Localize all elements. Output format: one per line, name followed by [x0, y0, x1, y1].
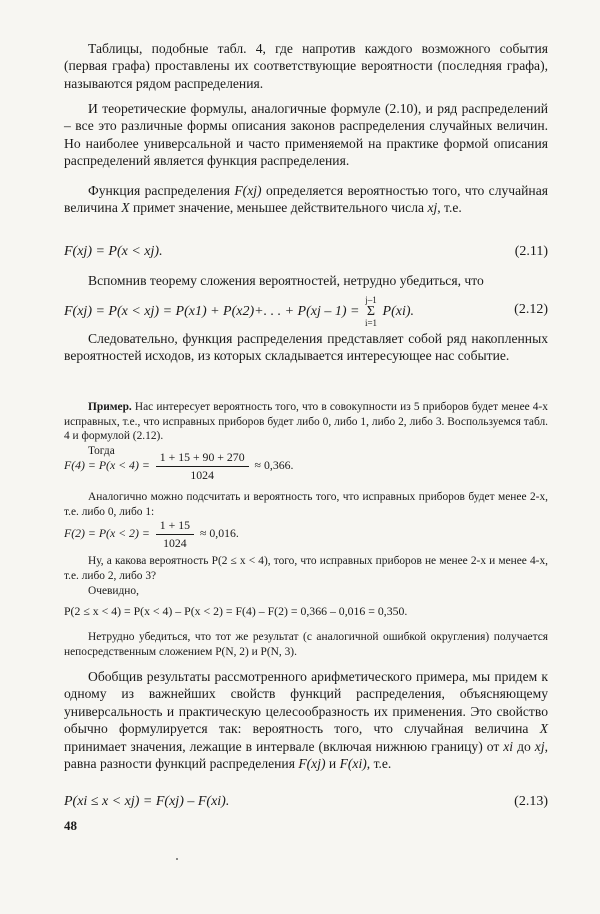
paragraph-distribution-series: Таблицы, подобные табл. 4, где напротив каждого возможного события (первая графа) проставлены их соответствующие вероятности (последняя графа), называются рядом распределения.	[64, 41, 548, 91]
fraction: $\frac{1 + 15}{1024}$	[156, 518, 194, 551]
example-intro: Пример. Нас интересует вероятность того, что в совокупности из 5 приборов будет менее 4-х исправных, т.е., что исправных приборов будет либо 0, либо 1, либо 2, либо 3. Воспользуемся табл. 4 и формулой (2.12).	[64, 401, 548, 443]
formula-F4: F(4) = P(x < 4) = $\frac{1 + 15 + 90 + 270}{1024}$ ≈ 0,366.	[64, 450, 294, 482]
example-obvious: Очевидно,	[88, 585, 139, 597]
symbol-xj: xj	[427, 200, 438, 216]
formula-result: P(2 ≤ x < 4) = P(x < 4) – P(x < 2) = F(4) – F(2) = 0,366 – 0,016 = 0,350.	[64, 604, 408, 618]
paragraph-addition-theorem: Вспомнив теорему сложения вероятностей, нетрудно убедиться, что	[88, 273, 484, 288]
example-then: Тогда	[88, 445, 115, 457]
example-question: Ну, а какова вероятность P(2 ≤ x < 4), того, что исправных приборов не менее 2-х и менее 4-х, т.е. либо 2, либо 3?	[64, 555, 548, 582]
paragraph-distribution-forms: И теоретические формулы, аналогичные формуле (2.10), и ряд распределений – все это различные формы описания законов распределения случайных величин. Но наиболее универсальной и часто применяемой на практике формой описания распределений является функция распределения.	[64, 101, 548, 169]
page-number: 48	[64, 818, 77, 833]
paragraph-generalization: Обобщив результаты рассмотренного арифметического примера, мы придем к одному из важнейших свойств функций распределения, объясняющему универсальность и практическую целесообразность их применения. Это свойство обычно формулируется так: вероятность того, что случайная величина X принимает значения, лежащие в интервале (включая нижнюю границу) от xi до xj, равна разности функций распределения F(xj) и F(xi), т.е.	[64, 669, 548, 772]
symbol-xj: xj	[534, 738, 545, 754]
example-note: Нетрудно убедиться, что тот же результат (с аналогичной ошибкой округления) получается непосредственным сложением P(N, 2) и P(N, 3).	[64, 631, 548, 658]
example-similar: Аналогично можно подсчитать и вероятность того, что исправных приборов будет менее 2-х, т.е. либо 0, либо 1:	[64, 491, 548, 518]
fraction: $\frac{1 + 15 + 90 + 270}{1024}$	[156, 450, 249, 483]
summation-sign: j–1 Σ i=1	[364, 295, 378, 328]
symbol-F-xi: F(xi)	[339, 756, 367, 772]
equation-number: (2.12)	[514, 302, 548, 317]
paragraph-cumulative: Следовательно, функция распределения представляет собой ряд накопленных вероятностей исходов, из которых складывается интересующее нас событие.	[64, 331, 548, 364]
symbol-F-xj: F(xj)	[298, 756, 326, 772]
symbol-F-xj: F(xj)	[234, 183, 262, 198]
symbol-X: X	[539, 721, 548, 737]
equation-2-12: F(xj) = P(x < xj) = P(x1) + P(x2)+. . . + P(xj – 1) = j–1 Σ i=1 P(xi). (2.12)	[64, 295, 548, 328]
paragraph-distribution-function-definition: Функция распределения F(xj) определяется вероятностью того, что случайная величина X примет значение, меньшее действительного числа xj, т.е.	[64, 183, 548, 216]
equation-2-11: F(xj) = P(x < xj). (2.11)	[64, 244, 548, 259]
print-speck	[176, 858, 178, 860]
formula-F2: F(2) = P(x < 2) = $\frac{1 + 15}{1024}$ ≈ 0,016.	[64, 518, 239, 550]
equation-2-13: P(xi ≤ x < xj) = F(xj) – F(xi). (2.13)	[64, 794, 548, 809]
equation-number: (2.13)	[514, 794, 548, 809]
symbol-xi: xi	[503, 738, 514, 754]
equation-number: (2.11)	[514, 244, 548, 259]
symbol-X: X	[121, 200, 130, 216]
